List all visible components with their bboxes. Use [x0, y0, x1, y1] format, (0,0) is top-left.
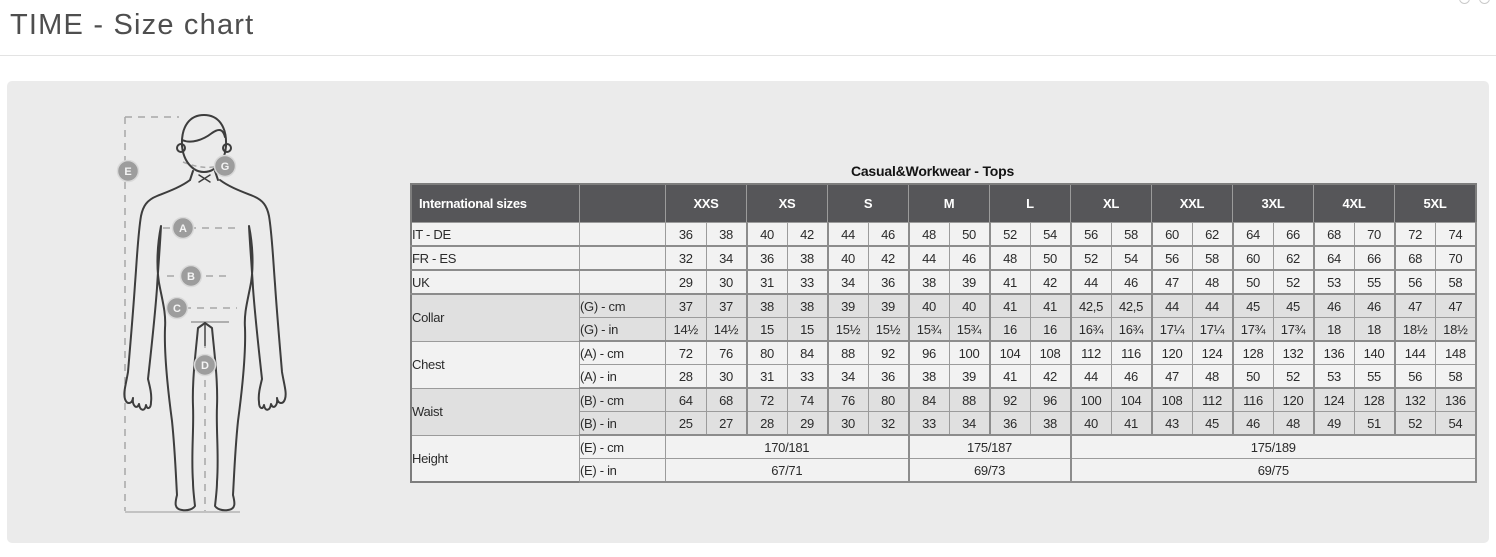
size-value-cell: 42	[787, 223, 828, 247]
size-value-cell: 40	[949, 294, 990, 318]
sub-label: (A) - in	[580, 365, 666, 389]
svg-text:A: A	[179, 223, 187, 235]
size-value-cell: 48	[1192, 270, 1233, 294]
size-value-cell: 46	[1354, 294, 1395, 318]
size-value-cell: 60	[1152, 223, 1193, 247]
size-value-cell: 42,5	[1111, 294, 1152, 318]
size-value-cell: 52	[1071, 246, 1112, 270]
row-label: UK	[411, 270, 580, 294]
size-value-cell: 18	[1354, 318, 1395, 342]
size-value-cell: 56	[1395, 270, 1436, 294]
size-value-cell: 70	[1435, 246, 1476, 270]
size-value-cell: 30	[706, 270, 747, 294]
size-value-cell: 14½	[666, 318, 707, 342]
measurement-badge-a	[173, 218, 194, 239]
table-row	[411, 388, 1476, 412]
size-value-cell: 33	[787, 270, 828, 294]
size-group-header: 4XL	[1314, 184, 1395, 223]
size-value-cell: 76	[828, 388, 869, 412]
size-value-cell: 48	[990, 246, 1031, 270]
truncated-icon[interactable]	[1459, 0, 1470, 5]
size-value-cell: 41	[990, 270, 1031, 294]
size-value-cell: 116	[1111, 341, 1152, 365]
table-row	[411, 341, 1476, 365]
size-value-cell: 41	[990, 365, 1031, 389]
titlebar-icons	[1459, 0, 1490, 6]
size-table-container	[410, 163, 1468, 483]
size-value-cell: 124	[1192, 341, 1233, 365]
size-value-cell: 96	[1030, 388, 1071, 412]
size-value-cell: 104	[990, 341, 1031, 365]
size-value-cell: 80	[868, 388, 909, 412]
size-value-cell: 36	[868, 365, 909, 389]
body-measurement-diagram	[95, 88, 335, 528]
sub-label: (E) - cm	[580, 435, 666, 459]
sub-label: (G) - in	[580, 318, 666, 342]
size-value-cell: 50	[1233, 270, 1274, 294]
size-value-cell: 92	[990, 388, 1031, 412]
size-value-cell: 55	[1354, 365, 1395, 389]
size-value-cell: 92	[868, 341, 909, 365]
svg-text:D: D	[201, 360, 209, 372]
size-value-cell: 50	[1030, 246, 1071, 270]
size-value-cell: 62	[1192, 223, 1233, 247]
size-value-cell: 68	[1395, 246, 1436, 270]
size-value-cell: 32	[666, 246, 707, 270]
size-value-cell: 88	[828, 341, 869, 365]
size-value-cell: 41	[990, 294, 1031, 318]
size-value-cell: 50	[1233, 365, 1274, 389]
sub-label	[580, 246, 666, 270]
size-value-cell: 40	[828, 246, 869, 270]
row-label: Chest	[411, 341, 580, 388]
size-value-cell: 84	[909, 388, 950, 412]
size-value-cell: 29	[787, 412, 828, 436]
size-value-cell: 31	[747, 270, 788, 294]
size-value-cell: 175/187	[909, 435, 1071, 459]
size-value-cell: 33	[787, 365, 828, 389]
size-value-cell: 64	[1314, 246, 1355, 270]
measurement-badge-c	[167, 298, 188, 319]
size-value-cell: 28	[747, 412, 788, 436]
size-value-cell: 120	[1152, 341, 1193, 365]
size-value-cell: 54	[1030, 223, 1071, 247]
size-value-cell: 45	[1192, 412, 1233, 436]
size-value-cell: 46	[1111, 365, 1152, 389]
size-table-body	[411, 223, 1476, 483]
svg-text:C: C	[173, 303, 181, 315]
size-value-cell: 72	[1395, 223, 1436, 247]
size-value-cell: 37	[706, 294, 747, 318]
size-value-cell: 46	[868, 223, 909, 247]
size-group-header: M	[909, 184, 990, 223]
table-header-row	[411, 184, 1476, 223]
size-value-cell: 69/75	[1071, 459, 1477, 483]
size-value-cell: 49	[1314, 412, 1355, 436]
size-value-cell: 15½	[828, 318, 869, 342]
measurement-badge-d	[195, 355, 216, 376]
size-value-cell: 39	[828, 294, 869, 318]
size-value-cell: 48	[909, 223, 950, 247]
size-value-cell: 18½	[1435, 318, 1476, 342]
size-value-cell: 34	[706, 246, 747, 270]
size-value-cell: 27	[706, 412, 747, 436]
size-value-cell: 39	[949, 365, 990, 389]
size-value-cell: 66	[1273, 223, 1314, 247]
size-value-cell: 42	[1030, 365, 1071, 389]
size-value-cell: 54	[1111, 246, 1152, 270]
size-value-cell: 58	[1192, 246, 1233, 270]
size-value-cell: 72	[747, 388, 788, 412]
size-value-cell: 34	[949, 412, 990, 436]
size-value-cell: 67/71	[666, 459, 909, 483]
size-value-cell: 84	[787, 341, 828, 365]
size-value-cell: 15	[747, 318, 788, 342]
size-value-cell: 16¾	[1071, 318, 1112, 342]
size-value-cell: 29	[666, 270, 707, 294]
size-value-cell: 54	[1435, 412, 1476, 436]
size-value-cell: 47	[1152, 270, 1193, 294]
size-value-cell: 38	[706, 223, 747, 247]
size-value-cell: 66	[1354, 246, 1395, 270]
table-row	[411, 435, 1476, 459]
size-value-cell: 144	[1395, 341, 1436, 365]
size-value-cell: 76	[706, 341, 747, 365]
size-value-cell: 42	[1030, 270, 1071, 294]
header-divider	[0, 55, 1496, 56]
size-group-header: XXL	[1152, 184, 1233, 223]
size-value-cell: 51	[1354, 412, 1395, 436]
size-value-cell: 132	[1273, 341, 1314, 365]
table-row	[411, 270, 1476, 294]
size-value-cell: 17¾	[1273, 318, 1314, 342]
size-value-cell: 58	[1111, 223, 1152, 247]
row-label: Collar	[411, 294, 580, 341]
size-value-cell: 28	[666, 365, 707, 389]
size-table	[410, 183, 1477, 483]
size-value-cell: 41	[1111, 412, 1152, 436]
size-value-cell: 17¼	[1152, 318, 1193, 342]
sub-label	[580, 223, 666, 247]
table-title: Casual&Workwear - Tops	[850, 163, 1015, 179]
size-value-cell: 80	[747, 341, 788, 365]
size-chart-panel	[7, 81, 1489, 543]
corner-header: International sizes	[411, 184, 580, 223]
size-value-cell: 37	[666, 294, 707, 318]
size-value-cell: 40	[747, 223, 788, 247]
size-value-cell: 64	[1233, 223, 1274, 247]
size-value-cell: 41	[1030, 294, 1071, 318]
size-group-header: XS	[747, 184, 828, 223]
size-value-cell: 53	[1314, 270, 1355, 294]
table-row	[411, 294, 1476, 318]
size-value-cell: 148	[1435, 341, 1476, 365]
size-value-cell: 46	[949, 246, 990, 270]
size-value-cell: 30	[828, 412, 869, 436]
size-value-cell: 116	[1233, 388, 1274, 412]
size-value-cell: 52	[1395, 412, 1436, 436]
size-value-cell: 18	[1314, 318, 1355, 342]
size-value-cell: 45	[1233, 294, 1274, 318]
size-value-cell: 43	[1152, 412, 1193, 436]
sub-label: (E) - in	[580, 459, 666, 483]
size-value-cell: 25	[666, 412, 707, 436]
size-value-cell: 52	[990, 223, 1031, 247]
size-value-cell: 52	[1273, 270, 1314, 294]
size-value-cell: 31	[747, 365, 788, 389]
size-group-header: XL	[1071, 184, 1152, 223]
size-value-cell: 70	[1354, 223, 1395, 247]
size-group-header: XXS	[666, 184, 747, 223]
size-value-cell: 36	[666, 223, 707, 247]
measurement-badge-g	[215, 156, 236, 177]
size-value-cell: 56	[1152, 246, 1193, 270]
size-value-cell: 55	[1354, 270, 1395, 294]
size-value-cell: 170/181	[666, 435, 909, 459]
sub-label: (A) - cm	[580, 341, 666, 365]
size-value-cell: 17¼	[1192, 318, 1233, 342]
table-row	[411, 246, 1476, 270]
size-value-cell: 38	[747, 294, 788, 318]
size-value-cell: 15¾	[949, 318, 990, 342]
size-value-cell: 44	[909, 246, 950, 270]
size-value-cell: 38	[787, 246, 828, 270]
size-value-cell: 38	[909, 270, 950, 294]
size-value-cell: 68	[1314, 223, 1355, 247]
size-value-cell: 34	[828, 365, 869, 389]
size-value-cell: 136	[1435, 388, 1476, 412]
header-spacer-cell	[580, 184, 666, 223]
size-value-cell: 30	[706, 365, 747, 389]
size-value-cell: 136	[1314, 341, 1355, 365]
size-value-cell: 40	[909, 294, 950, 318]
size-value-cell: 17¾	[1233, 318, 1274, 342]
size-value-cell: 124	[1314, 388, 1355, 412]
size-value-cell: 175/189	[1071, 435, 1477, 459]
size-value-cell: 38	[1030, 412, 1071, 436]
size-value-cell: 34	[828, 270, 869, 294]
size-value-cell: 32	[868, 412, 909, 436]
size-value-cell: 16¾	[1111, 318, 1152, 342]
size-value-cell: 16	[1030, 318, 1071, 342]
size-value-cell: 44	[1071, 270, 1112, 294]
size-value-cell: 46	[1233, 412, 1274, 436]
size-value-cell: 56	[1395, 365, 1436, 389]
size-value-cell: 104	[1111, 388, 1152, 412]
measurement-badge-e	[118, 161, 139, 182]
size-value-cell: 46	[1111, 270, 1152, 294]
size-value-cell: 47	[1395, 294, 1436, 318]
row-label: Height	[411, 435, 580, 482]
sub-label	[580, 270, 666, 294]
size-value-cell: 15½	[868, 318, 909, 342]
size-value-cell: 50	[949, 223, 990, 247]
hair-line	[182, 130, 225, 142]
collar-marker	[199, 175, 210, 182]
size-value-cell: 38	[909, 365, 950, 389]
size-value-cell: 47	[1435, 294, 1476, 318]
size-value-cell: 120	[1273, 388, 1314, 412]
size-value-cell: 36	[747, 246, 788, 270]
page-title: TIME - Size chart	[10, 9, 255, 41]
size-value-cell: 15¾	[909, 318, 950, 342]
size-value-cell: 58	[1435, 270, 1476, 294]
size-value-cell: 68	[706, 388, 747, 412]
size-value-cell: 47	[1152, 365, 1193, 389]
svg-text:E: E	[124, 166, 132, 178]
size-value-cell: 112	[1071, 341, 1112, 365]
size-value-cell: 100	[949, 341, 990, 365]
sub-label: (B) - in	[580, 412, 666, 436]
size-value-cell: 48	[1192, 365, 1233, 389]
size-value-cell: 74	[1435, 223, 1476, 247]
table-row	[411, 223, 1476, 247]
size-value-cell: 38	[787, 294, 828, 318]
size-value-cell: 39	[868, 294, 909, 318]
size-value-cell: 52	[1273, 365, 1314, 389]
size-value-cell: 46	[1314, 294, 1355, 318]
size-value-cell: 39	[949, 270, 990, 294]
size-value-cell: 128	[1354, 388, 1395, 412]
size-value-cell: 40	[1071, 412, 1112, 436]
truncated-icon[interactable]	[1479, 0, 1490, 5]
size-value-cell: 56	[1071, 223, 1112, 247]
row-label: IT - DE	[411, 223, 580, 247]
size-value-cell: 100	[1071, 388, 1112, 412]
sub-label: (B) - cm	[580, 388, 666, 412]
size-value-cell: 44	[1192, 294, 1233, 318]
size-value-cell: 45	[1273, 294, 1314, 318]
size-value-cell: 53	[1314, 365, 1355, 389]
sub-label: (G) - cm	[580, 294, 666, 318]
size-value-cell: 36	[868, 270, 909, 294]
size-value-cell: 128	[1233, 341, 1274, 365]
size-value-cell: 96	[909, 341, 950, 365]
row-label: Waist	[411, 388, 580, 435]
size-value-cell: 15	[787, 318, 828, 342]
size-value-cell: 60	[1233, 246, 1274, 270]
size-value-cell: 112	[1192, 388, 1233, 412]
size-value-cell: 44	[1071, 365, 1112, 389]
size-value-cell: 74	[787, 388, 828, 412]
size-value-cell: 108	[1152, 388, 1193, 412]
size-value-cell: 42,5	[1071, 294, 1112, 318]
size-value-cell: 48	[1273, 412, 1314, 436]
size-value-cell: 88	[949, 388, 990, 412]
size-group-header: S	[828, 184, 909, 223]
row-label: FR - ES	[411, 246, 580, 270]
size-value-cell: 132	[1395, 388, 1436, 412]
size-value-cell: 36	[990, 412, 1031, 436]
size-group-header: 3XL	[1233, 184, 1314, 223]
size-value-cell: 72	[666, 341, 707, 365]
size-value-cell: 69/73	[909, 459, 1071, 483]
size-value-cell: 42	[868, 246, 909, 270]
size-group-header: 5XL	[1395, 184, 1477, 223]
size-value-cell: 44	[828, 223, 869, 247]
size-value-cell: 18½	[1395, 318, 1436, 342]
size-value-cell: 16	[990, 318, 1031, 342]
size-value-cell: 14½	[706, 318, 747, 342]
size-group-header: L	[990, 184, 1071, 223]
size-value-cell: 140	[1354, 341, 1395, 365]
measurement-badge-b	[181, 266, 202, 287]
size-value-cell: 33	[909, 412, 950, 436]
size-value-cell: 44	[1152, 294, 1193, 318]
size-value-cell: 58	[1435, 365, 1476, 389]
svg-text:G: G	[220, 161, 230, 173]
size-value-cell: 62	[1273, 246, 1314, 270]
size-value-cell: 108	[1030, 341, 1071, 365]
svg-text:B: B	[187, 271, 195, 283]
size-value-cell: 64	[666, 388, 707, 412]
